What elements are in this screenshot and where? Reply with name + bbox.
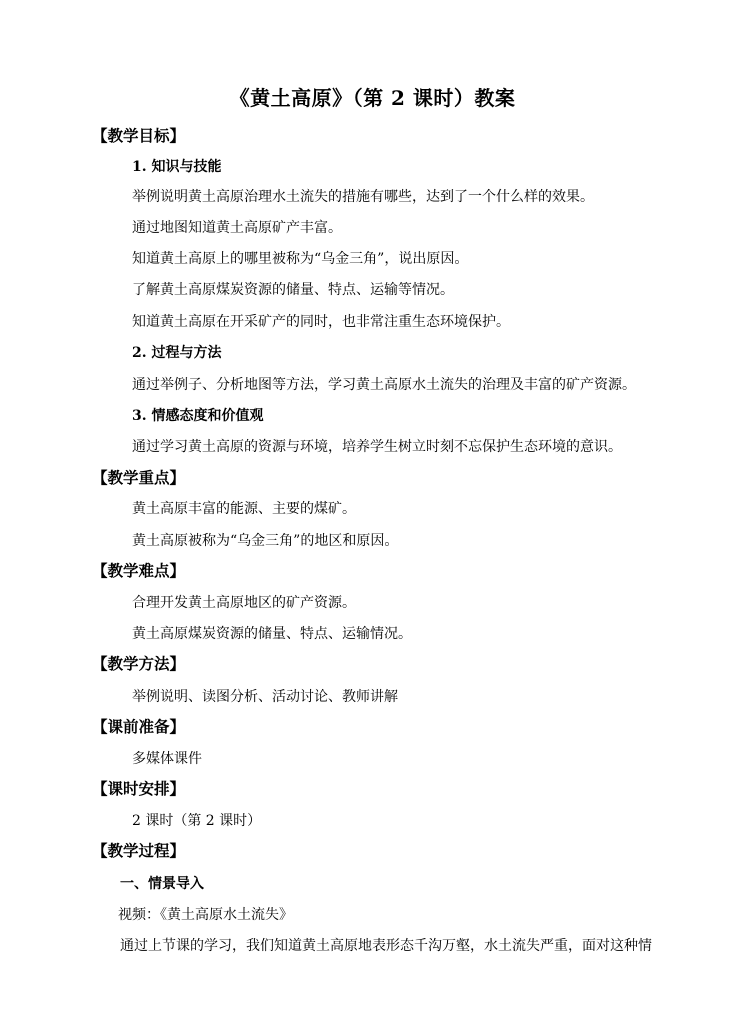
page-title: 《黄土高原》（第 2 课时）教案 bbox=[229, 86, 516, 110]
paragraph: 了解黄土高原煤炭资源的储量、特点、运输等情况。 bbox=[132, 282, 454, 298]
paragraph: 黄土高原丰富的能源、主要的煤矿。 bbox=[132, 501, 356, 517]
section-heading-schedule: 【课时安排】 bbox=[92, 779, 186, 798]
paragraph: 通过地图知道黄土高原矿产丰富。 bbox=[132, 220, 342, 236]
paragraph: 合理开发黄土高原地区的矿产资源。 bbox=[132, 595, 356, 611]
paragraph: 举例说明、读图分析、活动讨论、教师讲解 bbox=[132, 689, 398, 705]
section-heading-prep: 【课前准备】 bbox=[92, 717, 186, 736]
section-heading-method: 【教学方法】 bbox=[92, 654, 186, 673]
subheading-knowledge: 1. 知识与技能 bbox=[132, 159, 222, 175]
subheading-attitude: 3. 情感态度和价值观 bbox=[132, 408, 264, 424]
paragraph: 2 课时（第 2 课时） bbox=[132, 813, 262, 829]
paragraph: 黄土高原被称为“乌金三角”的地区和原因。 bbox=[132, 533, 399, 549]
paragraph: 通过上节课的学习，我们知道黄土高原地表形态千沟万壑，水土流失严重，面对这种情 bbox=[120, 938, 652, 954]
paragraph: 视频：《黄土高原水土流失》 bbox=[118, 907, 293, 923]
section-heading-process: 【教学过程】 bbox=[92, 841, 186, 860]
section-heading-goals: 【教学目标】 bbox=[92, 126, 186, 145]
subheading-process: 2. 过程与方法 bbox=[132, 345, 222, 361]
paragraph: 举例说明黄土高原治理水土流失的措施有哪些，达到了一个什么样的效果。 bbox=[132, 189, 594, 205]
paragraph: 黄土高原煤炭资源的储量、特点、运输情况。 bbox=[132, 626, 412, 642]
paragraph: 多媒体课件 bbox=[132, 751, 202, 767]
paragraph: 通过举例子、分析地图等方法，学习黄土高原水土流失的治理及丰富的矿产资源。 bbox=[132, 377, 636, 393]
subheading-intro: 一、情景导入 bbox=[120, 876, 204, 892]
paragraph: 知道黄土高原在开采矿产的同时，也非常注重生态环境保护。 bbox=[132, 314, 510, 330]
paragraph: 通过学习黄土高原的资源与环境，培养学生树立时刻不忘保护生态环境的意识。 bbox=[132, 439, 622, 455]
section-heading-key: 【教学重点】 bbox=[92, 468, 186, 487]
section-heading-difficult: 【教学难点】 bbox=[92, 561, 186, 580]
paragraph: 知道黄土高原上的哪里被称为“乌金三角”，说出原因。 bbox=[132, 251, 469, 267]
